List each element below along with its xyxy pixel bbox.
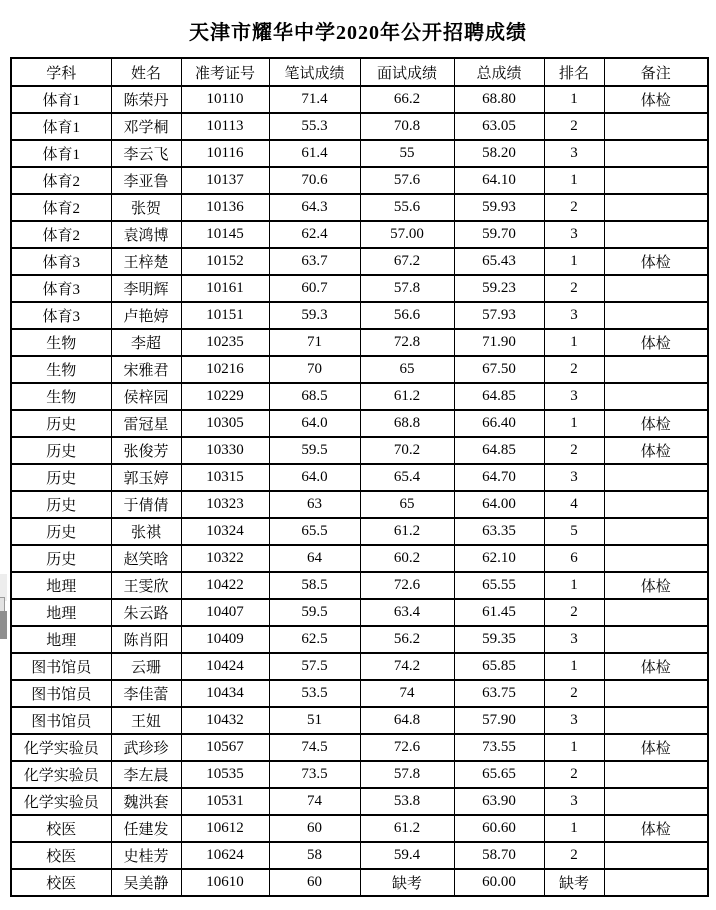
cell-name: 陈肖阳 <box>111 626 181 653</box>
cell-subject: 体育3 <box>11 302 111 329</box>
cell-exam-number: 10432 <box>181 707 269 734</box>
cell-rank: 1 <box>544 734 604 761</box>
cell-interview-score: 56.2 <box>360 626 454 653</box>
table-row <box>11 410 708 437</box>
cell-interview-score: 53.8 <box>360 788 454 815</box>
table-row <box>11 86 708 113</box>
cell-rank: 缺考 <box>544 869 604 896</box>
cell-rank: 1 <box>544 248 604 275</box>
cell-subject: 校医 <box>11 842 111 869</box>
cell-rank: 2 <box>544 275 604 302</box>
cell-interview-score: 56.6 <box>360 302 454 329</box>
cell-interview-score: 63.4 <box>360 599 454 626</box>
table-row <box>11 221 708 248</box>
cell-interview-score: 61.2 <box>360 518 454 545</box>
cell-name: 袁鸿博 <box>111 221 181 248</box>
cell-interview-score: 65 <box>360 356 454 383</box>
cell-written-score: 71 <box>269 329 360 356</box>
cell-written-score: 70 <box>269 356 360 383</box>
table-row <box>11 194 708 221</box>
cell-name: 于倩倩 <box>111 491 181 518</box>
cell-exam-number: 10434 <box>181 680 269 707</box>
cell-exam-number: 10229 <box>181 383 269 410</box>
cell-interview-score: 59.4 <box>360 842 454 869</box>
cell-written-score: 71.4 <box>269 86 360 113</box>
cell-remarks <box>604 275 708 302</box>
cell-name: 任建发 <box>111 815 181 842</box>
cell-rank: 3 <box>544 464 604 491</box>
cell-interview-score: 64.8 <box>360 707 454 734</box>
cell-written-score: 55.3 <box>269 113 360 140</box>
cell-total-score: 65.85 <box>454 653 544 680</box>
table-row <box>11 626 708 653</box>
cell-name: 赵笑晗 <box>111 545 181 572</box>
cell-remarks <box>604 491 708 518</box>
table-row <box>11 356 708 383</box>
cell-interview-score: 67.2 <box>360 248 454 275</box>
column-header-remarks: 备注 <box>604 58 708 86</box>
cell-interview-score: 61.2 <box>360 383 454 410</box>
cell-remarks <box>604 626 708 653</box>
cell-rank: 2 <box>544 680 604 707</box>
cell-written-score: 58 <box>269 842 360 869</box>
cell-interview-score: 66.2 <box>360 86 454 113</box>
cell-rank: 4 <box>544 491 604 518</box>
cell-total-score: 64.85 <box>454 437 544 464</box>
table-header-row <box>11 58 708 86</box>
cell-total-score: 73.55 <box>454 734 544 761</box>
cell-exam-number: 10567 <box>181 734 269 761</box>
cell-subject: 历史 <box>11 491 111 518</box>
cell-total-score: 59.70 <box>454 221 544 248</box>
cell-written-score: 64.0 <box>269 410 360 437</box>
cell-written-score: 73.5 <box>269 761 360 788</box>
cell-subject: 体育2 <box>11 194 111 221</box>
cell-remarks: 体检 <box>604 86 708 113</box>
cell-remarks <box>604 518 708 545</box>
cell-exam-number: 10407 <box>181 599 269 626</box>
column-header-written-score: 笔试成绩 <box>269 58 360 86</box>
cell-total-score: 68.80 <box>454 86 544 113</box>
cell-interview-score: 57.8 <box>360 275 454 302</box>
cell-rank: 1 <box>544 572 604 599</box>
cell-interview-score: 61.2 <box>360 815 454 842</box>
cell-subject: 地理 <box>11 572 111 599</box>
table-row <box>11 113 708 140</box>
cell-name: 邓学桐 <box>111 113 181 140</box>
cell-interview-score: 72.8 <box>360 329 454 356</box>
cell-total-score: 66.40 <box>454 410 544 437</box>
cell-total-score: 65.65 <box>454 761 544 788</box>
cell-exam-number: 10531 <box>181 788 269 815</box>
cell-name: 王雯欣 <box>111 572 181 599</box>
cell-remarks <box>604 464 708 491</box>
table-row <box>11 545 708 572</box>
table-row <box>11 842 708 869</box>
cell-remarks <box>604 599 708 626</box>
cell-total-score: 57.90 <box>454 707 544 734</box>
cell-subject: 地理 <box>11 599 111 626</box>
cell-subject: 图书馆员 <box>11 653 111 680</box>
cell-exam-number: 10235 <box>181 329 269 356</box>
cell-interview-score: 68.8 <box>360 410 454 437</box>
cell-name: 李佳蕾 <box>111 680 181 707</box>
table-row <box>11 437 708 464</box>
column-header-subject: 学科 <box>11 58 111 86</box>
cell-name: 张贺 <box>111 194 181 221</box>
cell-total-score: 59.93 <box>454 194 544 221</box>
cell-remarks <box>604 113 708 140</box>
cell-written-score: 64.0 <box>269 464 360 491</box>
table-row <box>11 329 708 356</box>
table-body <box>11 86 708 896</box>
cell-name: 卢艳婷 <box>111 302 181 329</box>
table-row <box>11 599 708 626</box>
cell-total-score: 64.70 <box>454 464 544 491</box>
cell-rank: 1 <box>544 410 604 437</box>
cell-name: 郭玉婷 <box>111 464 181 491</box>
cell-remarks <box>604 545 708 572</box>
table-row <box>11 275 708 302</box>
cell-total-score: 65.43 <box>454 248 544 275</box>
cell-remarks: 体检 <box>604 815 708 842</box>
cell-total-score: 64.00 <box>454 491 544 518</box>
cell-rank: 3 <box>544 707 604 734</box>
cell-total-score: 63.35 <box>454 518 544 545</box>
score-table <box>10 57 709 897</box>
cell-exam-number: 10322 <box>181 545 269 572</box>
cell-name: 雷冠星 <box>111 410 181 437</box>
cell-name: 侯梓园 <box>111 383 181 410</box>
cell-total-score: 64.10 <box>454 167 544 194</box>
cell-total-score: 57.93 <box>454 302 544 329</box>
table-row <box>11 869 708 896</box>
cell-interview-score: 55.6 <box>360 194 454 221</box>
table-header <box>11 58 708 86</box>
cell-name: 魏洪套 <box>111 788 181 815</box>
cell-name: 李云飞 <box>111 140 181 167</box>
cell-name: 李超 <box>111 329 181 356</box>
table-row <box>11 788 708 815</box>
cell-interview-score: 74 <box>360 680 454 707</box>
cell-total-score: 65.55 <box>454 572 544 599</box>
cell-written-score: 59.5 <box>269 599 360 626</box>
cell-subject: 图书馆员 <box>11 680 111 707</box>
cell-remarks <box>604 788 708 815</box>
cell-interview-score: 70.8 <box>360 113 454 140</box>
table-row <box>11 680 708 707</box>
cell-rank: 1 <box>544 167 604 194</box>
cell-exam-number: 10409 <box>181 626 269 653</box>
cell-rank: 3 <box>544 302 604 329</box>
cell-exam-number: 10136 <box>181 194 269 221</box>
cell-subject: 体育3 <box>11 248 111 275</box>
cell-remarks: 体检 <box>604 248 708 275</box>
cell-subject: 历史 <box>11 410 111 437</box>
cell-subject: 生物 <box>11 329 111 356</box>
cell-subject: 校医 <box>11 815 111 842</box>
cell-remarks: 体检 <box>604 734 708 761</box>
cell-total-score: 63.75 <box>454 680 544 707</box>
cell-subject: 体育2 <box>11 167 111 194</box>
cell-written-score: 62.5 <box>269 626 360 653</box>
cell-rank: 1 <box>544 86 604 113</box>
cell-exam-number: 10424 <box>181 653 269 680</box>
cell-remarks <box>604 842 708 869</box>
table-row <box>11 464 708 491</box>
cell-total-score: 63.90 <box>454 788 544 815</box>
cell-exam-number: 10305 <box>181 410 269 437</box>
cell-rank: 3 <box>544 383 604 410</box>
cell-total-score: 58.70 <box>454 842 544 869</box>
table-row <box>11 302 708 329</box>
cell-name: 张俊芳 <box>111 437 181 464</box>
cell-written-score: 61.4 <box>269 140 360 167</box>
cell-interview-score: 57.6 <box>360 167 454 194</box>
cell-total-score: 60.00 <box>454 869 544 896</box>
cell-interview-score: 65 <box>360 491 454 518</box>
cell-subject: 体育2 <box>11 221 111 248</box>
cell-rank: 1 <box>544 329 604 356</box>
cell-written-score: 58.5 <box>269 572 360 599</box>
column-header-interview-score: 面试成绩 <box>360 58 454 86</box>
cell-interview-score: 65.4 <box>360 464 454 491</box>
cell-exam-number: 10145 <box>181 221 269 248</box>
cell-remarks: 体检 <box>604 410 708 437</box>
cell-exam-number: 10612 <box>181 815 269 842</box>
cell-exam-number: 10152 <box>181 248 269 275</box>
cell-total-score: 63.05 <box>454 113 544 140</box>
cell-interview-score: 72.6 <box>360 572 454 599</box>
cell-remarks: 体检 <box>604 572 708 599</box>
cell-remarks: 体检 <box>604 329 708 356</box>
cell-name: 张祺 <box>111 518 181 545</box>
cell-rank: 1 <box>544 815 604 842</box>
cell-name: 李左晨 <box>111 761 181 788</box>
cell-interview-score: 57.00 <box>360 221 454 248</box>
cell-subject: 体育1 <box>11 113 111 140</box>
cell-remarks <box>604 707 708 734</box>
table-row <box>11 140 708 167</box>
table-row <box>11 491 708 518</box>
cell-written-score: 53.5 <box>269 680 360 707</box>
cell-written-score: 64 <box>269 545 360 572</box>
cell-subject: 化学实验员 <box>11 734 111 761</box>
cell-interview-score: 缺考 <box>360 869 454 896</box>
cell-exam-number: 10535 <box>181 761 269 788</box>
cell-exam-number: 10324 <box>181 518 269 545</box>
cell-subject: 体育1 <box>11 140 111 167</box>
cell-remarks <box>604 302 708 329</box>
cell-exam-number: 10315 <box>181 464 269 491</box>
cell-written-score: 63.7 <box>269 248 360 275</box>
cell-subject: 历史 <box>11 545 111 572</box>
cell-interview-score: 55 <box>360 140 454 167</box>
cell-remarks: 体检 <box>604 653 708 680</box>
cell-rank: 2 <box>544 599 604 626</box>
cell-rank: 3 <box>544 221 604 248</box>
cell-rank: 5 <box>544 518 604 545</box>
cell-subject: 图书馆员 <box>11 707 111 734</box>
column-header-rank: 排名 <box>544 58 604 86</box>
cell-total-score: 59.35 <box>454 626 544 653</box>
cell-rank: 2 <box>544 761 604 788</box>
table-row <box>11 248 708 275</box>
cell-interview-score: 60.2 <box>360 545 454 572</box>
cell-subject: 体育1 <box>11 86 111 113</box>
cell-remarks <box>604 194 708 221</box>
cell-remarks <box>604 383 708 410</box>
cell-rank: 3 <box>544 140 604 167</box>
cell-remarks <box>604 356 708 383</box>
cell-subject: 体育3 <box>11 275 111 302</box>
cell-total-score: 59.23 <box>454 275 544 302</box>
cell-exam-number: 10323 <box>181 491 269 518</box>
cell-rank: 6 <box>544 545 604 572</box>
cell-written-score: 68.5 <box>269 383 360 410</box>
cell-interview-score: 74.2 <box>360 653 454 680</box>
cell-name: 王妞 <box>111 707 181 734</box>
cell-interview-score: 70.2 <box>360 437 454 464</box>
cell-name: 陈荣丹 <box>111 86 181 113</box>
cell-name: 吴美静 <box>111 869 181 896</box>
cell-written-score: 60 <box>269 869 360 896</box>
table-row <box>11 383 708 410</box>
cell-remarks <box>604 167 708 194</box>
page-title: 天津市耀华中学2020年公开招聘成绩 <box>189 22 527 44</box>
cell-subject: 化学实验员 <box>11 761 111 788</box>
cell-exam-number: 10116 <box>181 140 269 167</box>
cell-name: 武珍珍 <box>111 734 181 761</box>
cell-total-score: 71.90 <box>454 329 544 356</box>
cell-written-score: 59.3 <box>269 302 360 329</box>
cell-total-score: 64.85 <box>454 383 544 410</box>
cell-total-score: 62.10 <box>454 545 544 572</box>
cell-name: 朱云路 <box>111 599 181 626</box>
cell-interview-score: 72.6 <box>360 734 454 761</box>
cell-rank: 2 <box>544 113 604 140</box>
cell-written-score: 57.5 <box>269 653 360 680</box>
cell-subject: 历史 <box>11 437 111 464</box>
table-row <box>11 572 708 599</box>
cell-name: 李明辉 <box>111 275 181 302</box>
table-row <box>11 815 708 842</box>
column-header-exam-number: 准考证号 <box>181 58 269 86</box>
cell-name: 李亚鲁 <box>111 167 181 194</box>
cell-remarks: 体检 <box>604 437 708 464</box>
cell-remarks <box>604 680 708 707</box>
cell-subject: 生物 <box>11 383 111 410</box>
table-row <box>11 761 708 788</box>
cell-interview-score: 57.8 <box>360 761 454 788</box>
cell-subject: 化学实验员 <box>11 788 111 815</box>
cell-exam-number: 10110 <box>181 86 269 113</box>
cell-remarks <box>604 140 708 167</box>
cell-subject: 生物 <box>11 356 111 383</box>
cell-written-score: 74.5 <box>269 734 360 761</box>
cell-total-score: 67.50 <box>454 356 544 383</box>
cell-exam-number: 10151 <box>181 302 269 329</box>
cell-written-score: 63 <box>269 491 360 518</box>
cell-written-score: 51 <box>269 707 360 734</box>
cell-rank: 2 <box>544 437 604 464</box>
cell-rank: 3 <box>544 788 604 815</box>
cell-exam-number: 10422 <box>181 572 269 599</box>
table-row <box>11 518 708 545</box>
cell-written-score: 59.5 <box>269 437 360 464</box>
cell-rank: 1 <box>544 653 604 680</box>
cell-exam-number: 10113 <box>181 113 269 140</box>
cell-remarks <box>604 221 708 248</box>
cell-subject: 地理 <box>11 626 111 653</box>
cell-name: 王梓楚 <box>111 248 181 275</box>
cell-rank: 2 <box>544 842 604 869</box>
cell-written-score: 70.6 <box>269 167 360 194</box>
cell-written-score: 60 <box>269 815 360 842</box>
cell-rank: 2 <box>544 194 604 221</box>
cell-subject: 历史 <box>11 464 111 491</box>
cell-exam-number: 10161 <box>181 275 269 302</box>
cell-remarks <box>604 869 708 896</box>
cell-name: 云珊 <box>111 653 181 680</box>
cell-total-score: 60.60 <box>454 815 544 842</box>
column-header-name: 姓名 <box>111 58 181 86</box>
cell-exam-number: 10330 <box>181 437 269 464</box>
cell-total-score: 61.45 <box>454 599 544 626</box>
cell-name: 宋雅君 <box>111 356 181 383</box>
cell-written-score: 74 <box>269 788 360 815</box>
table-row <box>11 653 708 680</box>
table-row <box>11 707 708 734</box>
cell-exam-number: 10137 <box>181 167 269 194</box>
cell-exam-number: 10624 <box>181 842 269 869</box>
cell-remarks <box>604 761 708 788</box>
cell-rank: 2 <box>544 356 604 383</box>
cell-subject: 历史 <box>11 518 111 545</box>
cell-subject: 校医 <box>11 869 111 896</box>
table-row <box>11 734 708 761</box>
column-header-total-score: 总成绩 <box>454 58 544 86</box>
table-row <box>11 167 708 194</box>
cell-written-score: 62.4 <box>269 221 360 248</box>
cell-exam-number: 10610 <box>181 869 269 896</box>
cell-written-score: 64.3 <box>269 194 360 221</box>
cell-rank: 3 <box>544 626 604 653</box>
scrollbar-thumb[interactable] <box>0 611 7 639</box>
cell-written-score: 65.5 <box>269 518 360 545</box>
cell-exam-number: 10216 <box>181 356 269 383</box>
cell-written-score: 60.7 <box>269 275 360 302</box>
cell-total-score: 58.20 <box>454 140 544 167</box>
cell-name: 史桂芳 <box>111 842 181 869</box>
